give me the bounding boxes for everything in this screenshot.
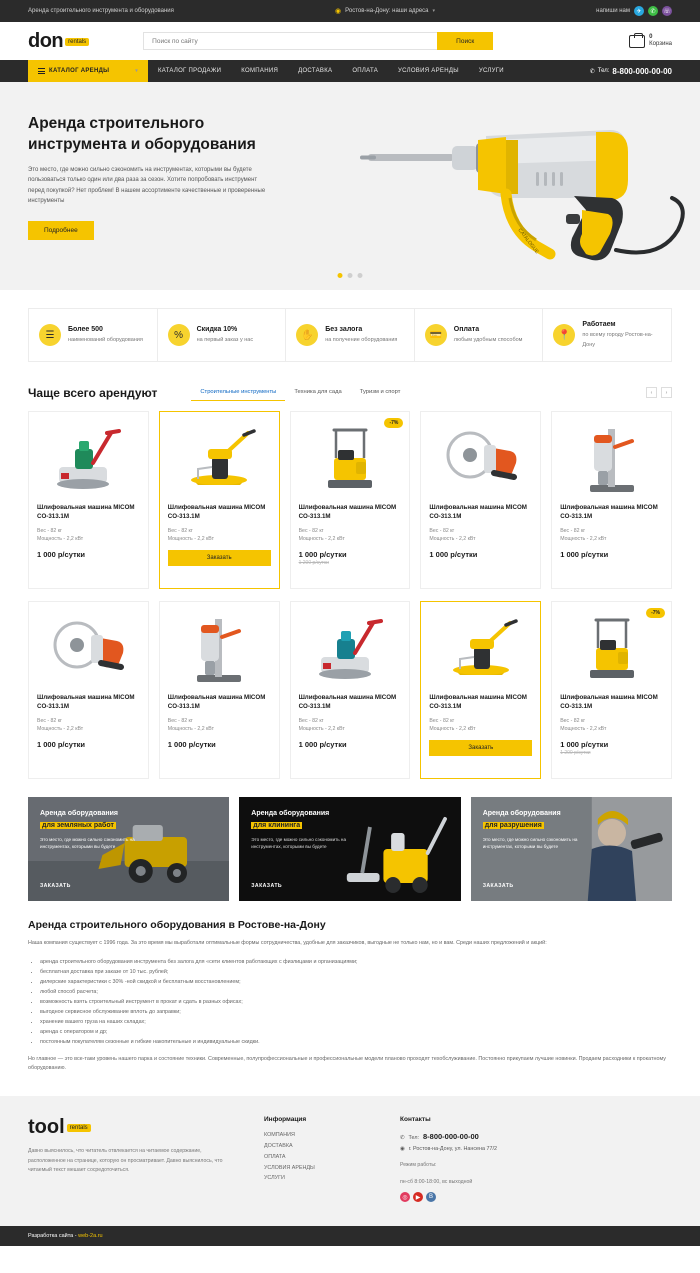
nav-item-0[interactable]: КАТАЛОГ ПРОДАЖИ — [158, 68, 222, 74]
product-name: Шлифовальная машина MICOM CO-313.1M — [429, 504, 527, 520]
discount-badge: -7% — [384, 418, 403, 428]
feature-item-0 — [29, 309, 158, 361]
seo-title: Аренда строительного оборудования в Ростове-на-Дону — [28, 919, 326, 931]
feature-sub-0: наименований оборудования — [68, 337, 143, 344]
product-name: Шлифовальная машина MICOM CO-313.1M — [298, 504, 397, 520]
hero-dot-3[interactable] — [358, 273, 363, 278]
nav-item-5[interactable]: УСЛУГИ — [478, 68, 504, 74]
top-social-group — [596, 6, 672, 16]
write-us-label: напиши нам — [596, 8, 630, 14]
footer-logo-badge: rentals — [67, 1124, 91, 1132]
banner-title-a: Аренда оборудования — [482, 810, 561, 817]
footer-logo[interactable] — [28, 1116, 238, 1139]
top-tagline: Аренда строительного инструмента и оборудования — [28, 8, 174, 14]
product-name: Шлифовальная машина MICOM CO-313.1M — [37, 504, 135, 520]
product-name: Шлифовальная машина MICOM CO-313.1M — [298, 694, 397, 710]
nav-phone-label: Тел: — [597, 68, 610, 74]
hero-banner — [0, 82, 700, 290]
promo-banner-earthworks[interactable] — [28, 797, 229, 901]
whatsapp-icon[interactable]: ✆ — [648, 6, 658, 16]
seo-outro: Но главное — это все-таки уровень нашего парка и состояние техники. Современные, полупрофессиональные и профессиональные модели планово проходят техобслуживание. Постоянно прикупаем лучшие новинки. Продаем расходники к прокатному оборудованию. — [28, 1055, 666, 1072]
vk-icon[interactable]: B — [426, 1192, 436, 1202]
product-price: 1 000 р/сутки — [560, 739, 609, 749]
hero-dot-2[interactable] — [348, 273, 353, 278]
hero-product-image — [360, 110, 690, 270]
footer-link-terms[interactable]: УСЛОВИЯ АРЕНДЫ — [264, 1164, 315, 1171]
nav-phone-number: 8-800-000-00-00 — [612, 66, 672, 76]
nav-item-2[interactable]: ДОСТАВКА — [298, 68, 333, 74]
product-name: Шлифовальная машина MICOM CO-313.1M — [560, 504, 658, 520]
site-logo[interactable] — [28, 30, 89, 53]
city-label: Ростов-на-Дону: наши адреса — [345, 8, 429, 14]
footer-hours: пн-сб 8:00-18:00, вс выходной — [400, 1179, 473, 1186]
location-pin-icon: ◉ — [400, 1146, 405, 1153]
footer-logo-text: tool — [28, 1116, 65, 1139]
product-price: 1 000 р/сутки — [298, 549, 347, 559]
product-power: Мощность - 2,2 кВт — [37, 726, 84, 733]
product-image-power-trowel-yellow — [168, 420, 271, 498]
product-card[interactable] — [290, 411, 411, 589]
product-name: Шлифовальная машина MICOM CO-313.1M — [560, 694, 658, 710]
svg-text:CATALOGUE: CATALOGUE — [516, 227, 540, 255]
discount-badge: -7% — [646, 608, 665, 618]
list-item: • любой способ расчета; — [40, 987, 672, 997]
banner-order-button[interactable]: ЗАКАЗАТЬ — [40, 883, 71, 889]
product-weight: Вес - 82 кг — [560, 718, 586, 724]
search-input[interactable] — [143, 32, 437, 50]
carousel-arrows — [646, 387, 672, 398]
product-card[interactable] — [28, 411, 149, 589]
hero-more-button[interactable]: Подробнее — [28, 221, 94, 240]
product-image-floor-grinder-green — [37, 420, 140, 498]
geo-icon: 📍 — [553, 324, 575, 346]
chevron-down-icon: ▾ — [432, 8, 436, 14]
product-name: Шлифовальная машина MICOM CO-313.1M — [167, 504, 266, 520]
list-item: • аренда с оператором и др; — [40, 1027, 672, 1037]
product-old-price: 1 200 р/сутки — [560, 749, 591, 756]
feature-title-1: Скидка 10% — [196, 326, 238, 334]
phone-icon: ✆ — [589, 68, 595, 75]
cart-sub-label: Корзина — [649, 41, 672, 47]
footer-hours-head: Режим работы: — [400, 1161, 437, 1168]
product-name: Шлифовальная машина MICOM CO-313.1M — [37, 694, 135, 710]
list-item: • хранение вашего груза на наших складах; — [40, 1017, 672, 1027]
hero-dot-1[interactable] — [338, 273, 343, 278]
nav-item-3[interactable]: ОПЛАТА — [352, 68, 379, 74]
promo-banners — [28, 797, 672, 901]
banner-text: Это место, где можно сильно сэкономить на инструментах, которыми вы будете — [482, 836, 578, 849]
product-card[interactable] — [551, 411, 672, 589]
feature-title-2: Без залога — [325, 326, 363, 334]
product-weight: Вес - 82 кг — [167, 718, 193, 724]
search-button[interactable]: Поиск — [437, 32, 493, 50]
logo-badge: rentals — [65, 38, 89, 46]
product-grid-row-1 — [28, 411, 672, 589]
footer-link-payment[interactable]: ОПЛАТА — [264, 1153, 286, 1160]
seo-bullet-list — [28, 957, 672, 1047]
promo-banner-cleaning[interactable] — [239, 797, 460, 901]
nav-item-4[interactable]: УСЛОВИЯ АРЕНДЫ — [398, 68, 459, 74]
product-power: Мощность - 2,2 кВт — [298, 726, 345, 733]
features-bar — [28, 308, 672, 362]
discount-icon: % — [168, 324, 190, 346]
product-price: 1 000 р/сутки — [37, 739, 85, 749]
banner-title-a: Аренда оборудования — [251, 810, 330, 817]
product-weight: Вес - 82 кг — [429, 718, 455, 724]
cart-widget[interactable] — [629, 34, 672, 49]
banner-title-b: для разрушения — [484, 821, 542, 829]
product-image-plate-compactor-yellow — [299, 420, 402, 498]
feature-sub-2: на получение оборудования — [325, 337, 398, 344]
banner-order-button[interactable]: ЗАКАЗАТЬ — [482, 883, 514, 889]
feature-sub-1: на первый заказ у нас — [196, 337, 254, 344]
list-item: • аренда строительного оборудования инструмента без залога для «сети клиентов работающих с физлицами и организациями; — [40, 957, 672, 967]
feature-title-3: Оплата — [453, 326, 480, 334]
footer-social-group — [400, 1192, 497, 1202]
tab-tourism-sport[interactable]: Туризм и спорт — [359, 389, 401, 395]
site-header — [0, 22, 700, 60]
footer-info-head: Информация — [264, 1116, 307, 1124]
tab-garden-equipment[interactable]: Техника для сада — [294, 389, 342, 395]
footer-link-services[interactable]: УСЛУГИ — [264, 1175, 285, 1182]
feature-title-4: Работаем — [582, 321, 616, 329]
product-power: Мощность - 2,2 кВт — [560, 536, 607, 543]
hero-slider-dots[interactable] — [338, 273, 363, 278]
site-footer — [0, 1096, 700, 1226]
product-image-core-drill-stand — [168, 610, 271, 688]
tab-construction-tools[interactable]: Строительные инструменты — [191, 384, 285, 401]
logo-text: don — [28, 29, 64, 52]
hero-title: Аренда строительного инструмента и оборудования — [28, 115, 256, 153]
viber-icon[interactable]: ☏ — [662, 6, 672, 16]
catalog-button[interactable] — [28, 60, 148, 82]
footer-contacts-column — [400, 1116, 497, 1202]
product-power: Мощность - 2,2 кВт — [429, 726, 476, 733]
order-button[interactable]: Заказать — [168, 550, 271, 566]
product-name: Шлифовальная машина MICOM CO-313.1M — [167, 694, 266, 710]
location-pin-icon: ◉ — [335, 8, 342, 15]
feature-item-3 — [415, 309, 544, 361]
banner-title-b: для земляных работ — [42, 821, 114, 829]
product-weight: Вес - 82 кг — [298, 718, 324, 724]
footer-link-delivery[interactable]: ДОСТАВКА — [264, 1142, 293, 1149]
product-power: Мощность - 2,2 кВт — [167, 726, 214, 733]
product-power: Мощность - 2,2 кВт — [37, 536, 84, 543]
developer-link[interactable]: web-2a.ru — [78, 1233, 103, 1240]
city-selector[interactable] — [174, 7, 596, 15]
cart-icon — [629, 35, 645, 48]
product-card[interactable] — [28, 601, 149, 779]
carousel-next-icon[interactable]: › — [661, 387, 672, 398]
footer-link-company[interactable]: КОМПАНИЯ — [264, 1132, 295, 1139]
product-old-price: 1 200 р/сутки — [298, 559, 329, 566]
product-image-plate-compactor-yellow — [560, 610, 663, 688]
product-price: 1 000 р/сутки — [298, 739, 347, 749]
product-weight: Вес - 82 кг — [37, 718, 62, 724]
payment-icon: 💳 — [425, 324, 447, 346]
product-image-cut-off-saw-orange — [37, 610, 140, 688]
footer-about-text: Давно выяснилось, что читатель отвлекается на читаемое содержание, расположенное на странице, которую он просматривает. Давно выяснилось, что читаемый текст мешает сосредоточиться. — [28, 1148, 223, 1173]
popular-title: Чаще всего арендуют — [28, 385, 158, 400]
footer-info-column — [264, 1116, 374, 1202]
seo-section — [28, 919, 672, 1074]
banner-text: Это место, где можно сильно сэкономить на инструментах, которыми вы будете — [251, 836, 347, 849]
list-item: • постоянным покупателям сезонные и гибкие накопительные и индивидуальные скидки. — [40, 1037, 672, 1047]
footer-address: г. Ростов-на-Дону, ул. Нансена 77/2 — [408, 1146, 497, 1153]
product-price: 1 000 р/сутки — [37, 549, 85, 559]
product-power: Мощность - 2,2 кВт — [167, 536, 214, 543]
seo-intro: Наша компания существует с 1996 года. За это время мы выработали оптимальные формы сотрудничества, удобные для заказчиков, выгодные не только нам, но и вам. Среди наших предложений и акций: — [28, 940, 547, 946]
product-power: Мощность - 2,2 кВт — [429, 536, 476, 543]
main-nav — [0, 60, 700, 82]
product-card[interactable] — [159, 411, 280, 589]
popular-tabs — [191, 384, 409, 401]
product-card[interactable] — [420, 601, 541, 779]
product-grid-row-2 — [28, 601, 672, 779]
product-power: Мощность - 2,2 кВт — [298, 536, 345, 543]
footer-about-column — [28, 1116, 238, 1202]
product-image-core-drill-stand — [560, 420, 663, 498]
product-price: 1 000 р/сутки — [560, 549, 609, 559]
product-card[interactable] — [290, 601, 411, 779]
feature-item-2 — [286, 309, 415, 361]
order-button[interactable]: Заказать — [429, 740, 532, 756]
product-card[interactable] — [159, 601, 280, 779]
phone-icon: ✆ — [400, 1135, 405, 1142]
popular-section-head — [28, 384, 672, 401]
cart-text — [649, 34, 672, 49]
product-image-floor-grinder-blue — [299, 610, 402, 688]
instagram-icon[interactable]: ◎ — [400, 1192, 410, 1202]
carousel-prev-icon[interactable]: ‹ — [646, 387, 657, 398]
feature-item-1 — [158, 309, 287, 361]
feature-item-4 — [543, 309, 671, 361]
promo-banner-demolition[interactable] — [471, 797, 672, 901]
product-price: 1 000 р/сутки — [167, 739, 216, 749]
telegram-icon[interactable]: ✈ — [634, 6, 644, 16]
no-deposit-icon: ✋ — [296, 324, 318, 346]
product-weight: Вес - 82 кг — [560, 528, 586, 534]
catalog-button-label: КАТАЛОГ АРЕНДЫ — [49, 68, 110, 74]
feature-sub-4: по всему городу Ростов-на-Дону — [582, 332, 653, 348]
banner-title-a: Аренда оборудования — [40, 810, 118, 817]
product-weight: Вес - 82 кг — [167, 528, 193, 534]
list-item: • дилерские характеристики с 30% -ной скидкой и бесплатным восстановлением; — [40, 977, 672, 987]
product-price: 1 000 р/сутки — [429, 549, 478, 559]
feature-title-0: Более 500 — [68, 326, 103, 334]
banner-order-button[interactable]: ЗАКАЗАТЬ — [251, 883, 283, 889]
burger-icon — [38, 67, 45, 76]
list-item: • бесплатная доставка при заказе от 10 тыс. рублей; — [40, 967, 672, 977]
copyright-bar — [0, 1226, 700, 1246]
catalog-icon: ☰ — [39, 324, 61, 346]
list-item: • выгодное сервисное обслуживание вплоть до заправки; — [40, 1007, 672, 1017]
nav-item-1[interactable]: КОМПАНИЯ — [241, 68, 279, 74]
copyright-text: Разработка сайта - — [28, 1233, 79, 1240]
banner-text: Это место, где можно сильно сэкономить на инструментах, которыми вы будете — [40, 836, 135, 849]
youtube-icon[interactable]: ▶ — [413, 1192, 423, 1202]
search-box — [143, 32, 493, 50]
product-image-cut-off-saw-orange — [429, 420, 532, 498]
banner-title-b: для клининга — [253, 821, 301, 829]
product-weight: Вес - 82 кг — [298, 528, 324, 534]
footer-address-row — [400, 1144, 497, 1154]
product-weight: Вес - 82 кг — [37, 528, 62, 534]
footer-phone-number: 8-800-000-00-00 — [422, 1132, 479, 1142]
product-power: Мощность - 2,2 кВт — [560, 726, 607, 733]
list-item: • возможность взять строительный инструмент в прокат и сдать в разных офисах; — [40, 997, 672, 1007]
product-card[interactable] — [551, 601, 672, 779]
product-card[interactable] — [420, 411, 541, 589]
footer-phone-row[interactable] — [400, 1130, 497, 1144]
chevron-down-icon: ▾ — [135, 68, 138, 74]
nav-phone[interactable] — [590, 67, 672, 76]
cart-count: 0 — [649, 33, 653, 40]
product-image-power-trowel-yellow — [429, 610, 532, 688]
feature-sub-3: любым удобным способом — [453, 337, 523, 344]
hero-text: Это место, где можно сильно сэкономить на инструментах, которыми вы будете пользоваться только один или два раза за сезон. Хотите попробовать инструмент перед покупкой? Нет проблем! В нашем ассортименте качественные и проверенные инструменты — [28, 166, 266, 205]
footer-contacts-head: Контакты — [400, 1116, 431, 1124]
footer-phone-label: Тел: — [408, 1135, 419, 1142]
product-name: Шлифовальная машина MICOM CO-313.1M — [429, 694, 527, 710]
product-weight: Вес - 82 кг — [429, 528, 455, 534]
top-bar — [0, 0, 700, 22]
